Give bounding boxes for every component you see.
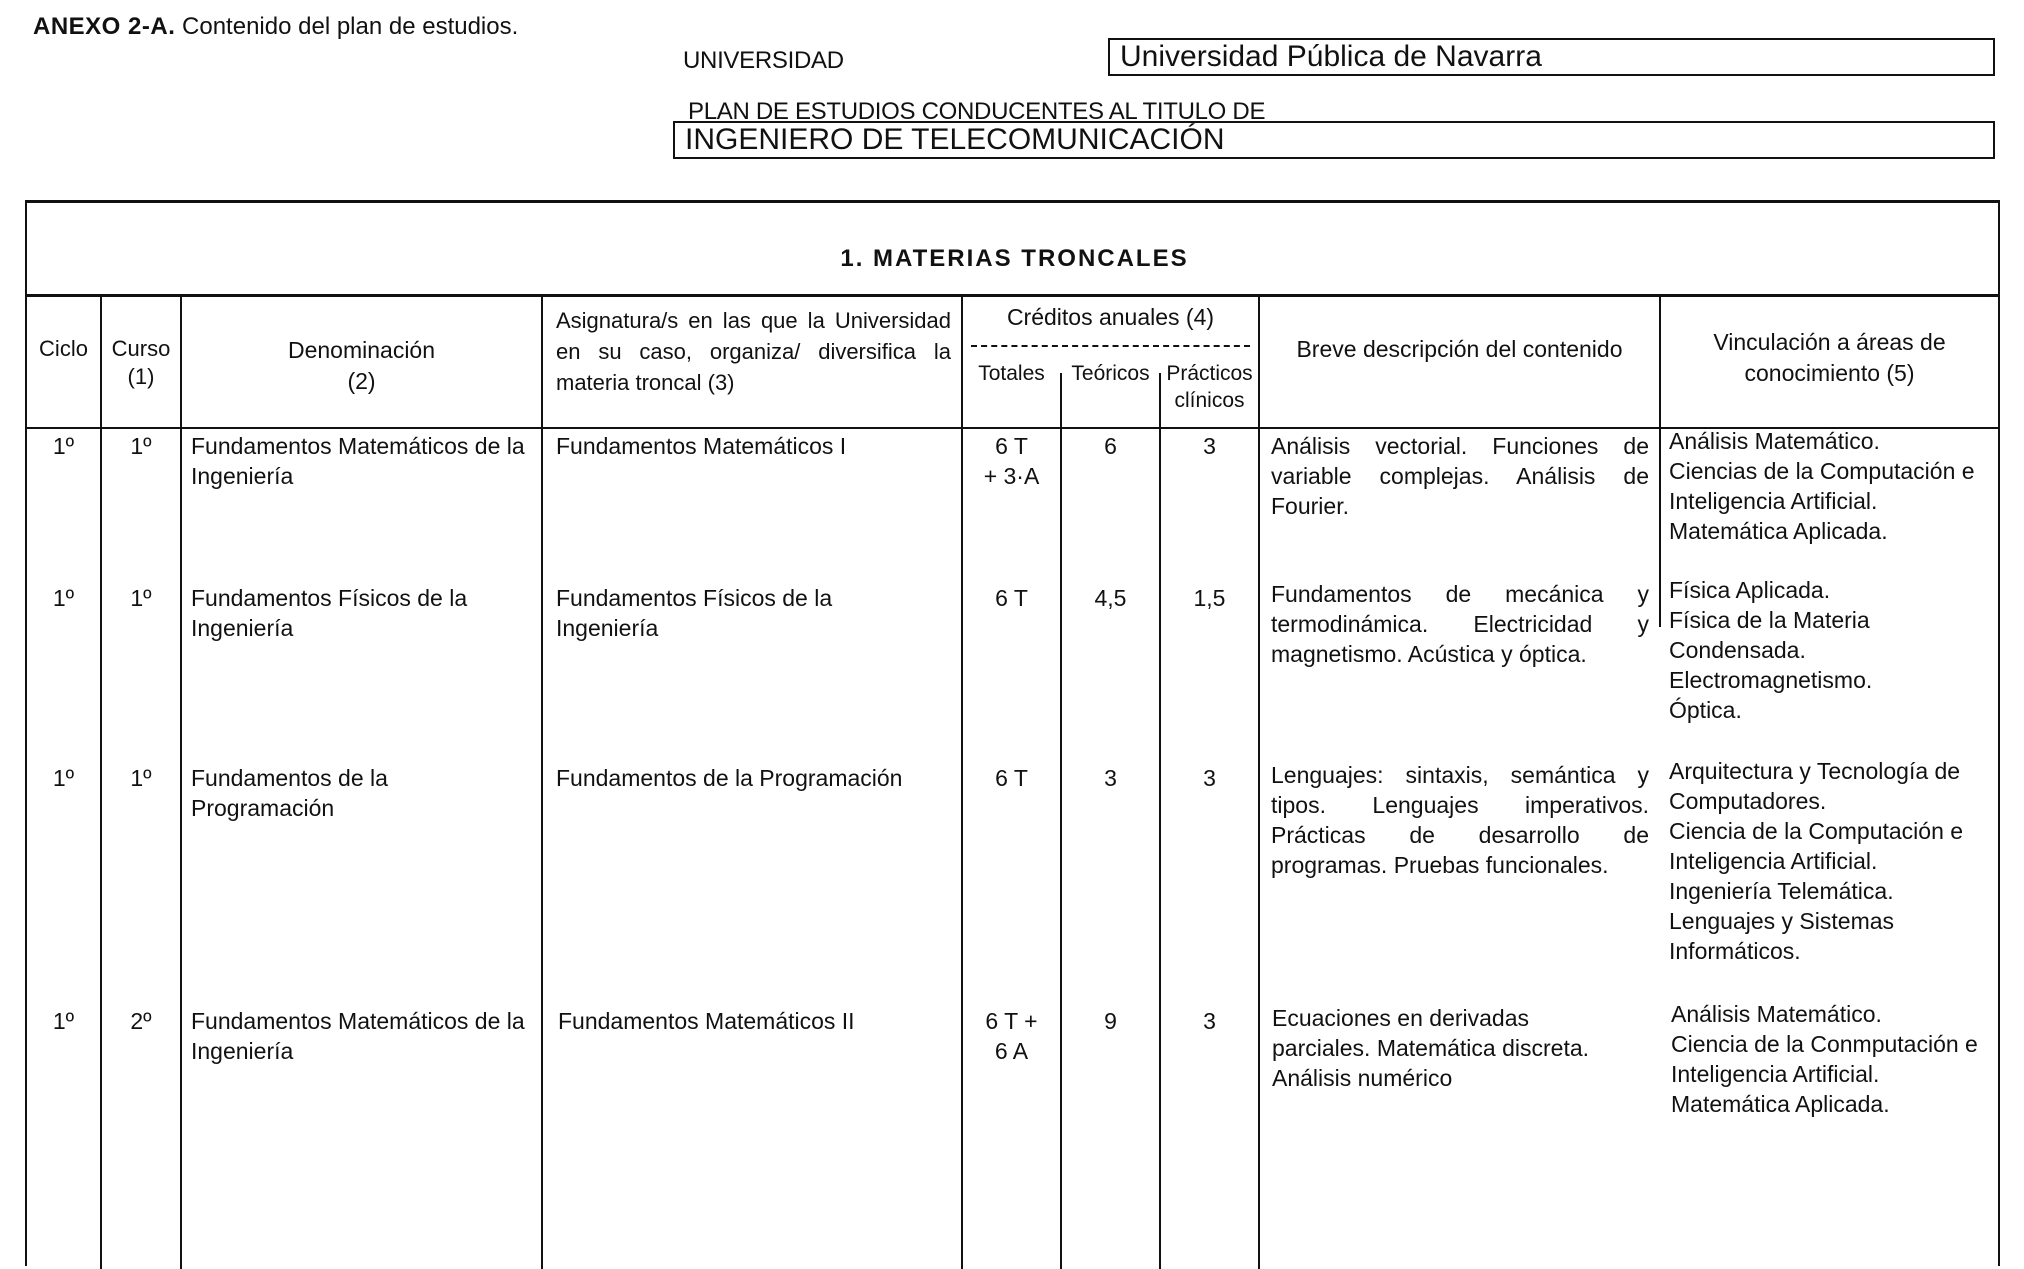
header-totales: Totales [978,362,1045,385]
universidad-field: Universidad Pública de Navarra [1108,38,1995,76]
col-divider [541,295,543,1269]
row2-denominacion: Fundamentos Físicos de la Ingeniería [191,585,468,641]
area-item: Ciencia de la Computación e Inteligencia Artificial. [1669,818,1964,874]
area-item: Física de la Materia Condensada. [1669,607,1870,663]
row2-ciclo: 1º [52,585,75,611]
row2-practicos: 1,5 [1193,585,1226,611]
area-item: Análisis Matemático. [1671,1001,1882,1027]
creditos-dashed-divider [971,345,1250,347]
header-curso-note: (1) [127,364,155,389]
row3-ciclo: 1º [52,765,75,791]
row1-areas [1669,426,1994,546]
header-descripcion: Breve descripción del contenido [1296,336,1623,362]
col-divider [1159,373,1161,1269]
col-divider [1060,373,1062,1269]
row1-descripcion: Análisis vectorial. Funciones de variable complejas. Análisis de Fourier. [1271,433,1649,519]
row1-practicos: 3 [1203,433,1216,459]
row3-asignatura: Fundamentos de la Programación [556,765,903,791]
col-divider [1258,295,1260,1269]
row3-teoricos: 3 [1104,765,1117,791]
area-item: Lenguajes y Sistemas Informáticos. [1669,908,1895,964]
row4-totales [963,1006,1060,1066]
row1-curso: 1º [130,433,152,459]
row3-totales-line1: 6 T [995,765,1028,791]
row2-curso: 1º [130,585,152,611]
row4-teoricos: 9 [1104,1008,1117,1034]
area-item: Ciencias de la Computación e Inteligencia Artificial. [1669,458,1975,514]
row2-asignatura: Fundamentos Físicos de la Ingeniería [556,585,833,641]
area-item: Ingeniería Telemática. [1669,878,1894,904]
titulo-field: INGENIERO DE TELECOMUNICACIÓN [673,121,1995,159]
area-item: Matemática Aplicada. [1669,518,1888,544]
area-item: Física Aplicada. [1669,577,1831,603]
section-title: 1. MATERIAS TRONCALES [840,245,1189,272]
annex-heading [33,13,518,41]
plan-label: PLAN DE ESTUDIOS CONDUCENTES AL TITULO DE [688,98,1266,125]
header-curso [102,335,180,391]
header-asignatura: Asignatura/s en las que la Universidad en su caso, organiza/ diversifica la materia troncal (3) [556,308,951,395]
row3-descripcion: Lenguajes: sintaxis, semántica y tipos. Lenguajes imperativos. Prácticas de desarrollo de programas. Pruebas funcionales. [1271,762,1649,878]
row3-areas [1669,756,1994,966]
row4-asignatura: Fundamentos Matemáticos II [558,1008,855,1034]
row1-teoricos: 6 [1104,433,1117,459]
area-item: Análisis Matemático. [1669,428,1880,454]
area-item: Ciencia de la Conmputación e Inteligencia Artificial. [1671,1031,1978,1087]
area-item: Matemática Aplicada. [1671,1091,1890,1117]
row4-denominacion: Fundamentos Matemáticos de la Ingeniería [191,1008,525,1064]
col-divider [180,295,182,1269]
row1-totales [963,431,1060,491]
row3-totales [963,763,1060,793]
row2-totales [963,583,1060,613]
annex-number: ANEXO 2-A. [33,13,176,40]
row2-descripcion: Fundamentos de mecánica y termodinámica. Electricidad y magnetismo. Acústica y óptica. [1271,581,1649,667]
row4-totales-line2: 6 A [994,1038,1029,1064]
row1-asignatura: Fundamentos Matemáticos I [556,433,847,459]
row1-denominacion: Fundamentos Matemáticos de la Ingeniería [191,433,525,489]
header-teoricos: Teóricos [1071,362,1150,385]
universidad-label: UNIVERSIDAD [683,47,844,74]
header-vinculacion: Vinculación a áreas de conocimiento (5) [1713,329,1946,386]
header-denominacion-note: (2) [347,368,376,394]
area-item: Óptica. [1669,697,1742,723]
row1-ciclo: 1º [52,433,75,459]
area-item: Electromagnetismo. [1669,667,1873,693]
header-ciclo: Ciclo [39,336,88,361]
materias-table [25,200,2000,1266]
title-divider [27,294,1998,297]
header-denominacion-label: Denominación [287,337,436,363]
row4-curso: 2º [130,1008,152,1034]
row2-teoricos: 4,5 [1094,585,1127,611]
row3-practicos: 3 [1203,765,1216,791]
header-creditos: Créditos anuales (4) [1006,304,1215,330]
row1-totales-line2: + 3·A [983,463,1040,489]
row2-areas [1669,575,1994,725]
row1-totales-line1: 6 T [995,433,1028,459]
row3-denominacion: Fundamentos de la Programación [191,765,388,821]
row3-curso: 1º [130,765,152,791]
header-practicos: Prácticos clínicos [1166,362,1253,412]
row4-totales-line1: 6 T + [985,1008,1038,1034]
area-item: Arquitectura y Tecnología de Computadores. [1669,758,1961,814]
header-curso-label: Curso [111,336,171,361]
header-denominacion [182,335,541,397]
row4-ciclo: 1º [52,1008,75,1034]
row4-descripcion: Ecuaciones en derivadas parciales. Matemática discreta. Análisis numérico [1272,1005,1590,1091]
annex-text: Contenido del plan de estudios. [182,13,519,40]
row2-totales-line1: 6 T [995,585,1028,611]
row4-practicos: 3 [1203,1008,1216,1034]
row4-areas [1671,999,1996,1119]
